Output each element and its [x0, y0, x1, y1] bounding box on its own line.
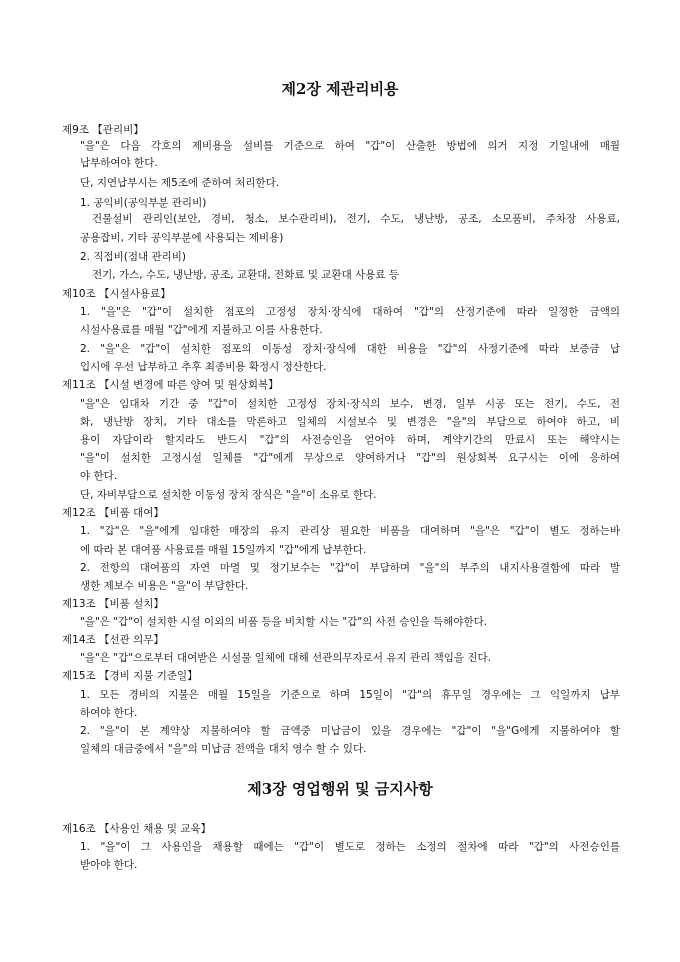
article-9-item-1-text: 공용잡비, 기타 공익부분에 사용되는 제비용) — [80, 232, 284, 244]
article-9-item-2-text: 전기, 가스, 수도, 냉난방, 공조, 교환대, 전화료 및 교환대 사용료 등 — [92, 269, 399, 281]
article-9-item-2: 2. 직접비(점내 관리비) — [80, 251, 187, 263]
article-9-item-1: 1. 공익비(공익부분 관리비) — [80, 197, 207, 209]
article-15-item-1: 1. 모든 경비의 지불은 매월 15일을 기준으로 하며 15일이 "갑"의 휴무일 경우에는 그 익일까지 납부 — [80, 689, 620, 701]
article-9-text-line: 납부하여야 한다. — [80, 157, 158, 169]
article-14-heading: 제14조 【선관 의무】 — [62, 634, 164, 646]
article-10-item-2-cont: 입시에 우선 납부하고 추후 최종비용 확정시 정산한다. — [80, 361, 327, 373]
article-13-text: "을"은 "갑"이 설치한 시설 이외의 비품 등을 비치할 시는 "갑"의 사전 승인을 득해야한다. — [80, 616, 488, 628]
article-12-heading: 제12조 【비품 대여】 — [62, 507, 164, 519]
article-15-heading: 제15조 【경비 지불 기준일】 — [62, 670, 198, 682]
article-16-item-1: 1. "을"이 그 사용인을 채용할 때에는 "갑"이 별도로 정하는 소정의 절차에 따라 "갑"의 사전승인를 — [80, 841, 620, 853]
article-9-heading: 제9조 【관리비】 — [62, 124, 144, 136]
article-10-item-1: 1. "을"은 "갑"이 설치한 점포의 고정성 장치·장식에 대하여 "갑"의 산정기준에 따라 일정한 금액의 — [80, 306, 620, 318]
article-15-item-2-cont: 일체의 대금중에서 "을"의 미납금 전액을 대치 영수 할 수 있다. — [80, 743, 367, 755]
article-16-heading: 제16조 【사용인 채용 및 교육】 — [62, 823, 212, 835]
article-11-text-line: "을"은 임대차 기간 중 "갑"이 설치한 고정성 장치·장식의 보수, 변경, 일부 시공 또는 전기, 수도, 전 — [80, 398, 620, 410]
article-11-heading: 제11조 【시설 변경에 따른 양여 및 원상회복】 — [62, 379, 279, 391]
article-12-item-1: 1. "갑"은 "을"에게 임대한 매장의 유지 관리상 필요한 비품을 대여하며 "을"은 "갑"이 별도 정하는바 — [80, 525, 620, 537]
article-9-item-1-text: 건물설비 관리인(보안, 경비, 청소, 보수관리비), 전기, 수도, 냉난방, 공조, 소모품비, 주차장 사용료, — [92, 213, 620, 225]
article-9-note: 단, 지연납부시는 제5조에 준하여 처리한다. — [80, 177, 280, 189]
article-10-heading: 제10조 【시설사용료】 — [62, 288, 171, 300]
article-11-text-line: 야 한다. — [80, 470, 118, 482]
article-10-item-2: 2. "을"은 "갑"이 설치한 점포의 이동성 장치·장식에 대한 비용을 "갑"의 사정기준에 따라 보증금 납 — [80, 343, 620, 355]
article-15-item-2: 2. "을"이 본 계약상 지불하여야 할 금액중 미납금이 있을 경우에는 "갑"이 "을"G에게 지불하여야 할 — [80, 725, 620, 737]
chapter-3-title: 제3장 영업행위 및 금지사항 — [247, 780, 433, 798]
article-12-item-1-cont: 에 따라 본 대여품 사용료를 매월 15일까지 "갑"에게 납부한다. — [80, 544, 367, 556]
article-9-text-line: "을"은 다음 각호의 제비용을 설비를 기준으로 하여 "갑"이 산출한 방법에 의거 지정 기일내에 매월 — [80, 140, 620, 152]
chapter-2-title: 제2장 제관리비용 — [281, 80, 399, 98]
article-12-item-2-cont: 생한 제보수 비용은 "을"이 부담한다. — [80, 580, 249, 592]
article-15-item-1-cont: 하여야 한다. — [80, 707, 138, 719]
article-16-item-1-cont: 받아야 한다. — [80, 859, 138, 871]
article-11-text-line: "을"이 설치한 고정시설 일체를 "갑"에게 무상으로 양여하거나 "갑"의 원상회복 요구시는 이에 응하여 — [80, 452, 620, 464]
article-10-item-1-cont: 시설사용료를 매월 "갑"에게 지불하고 이를 사용한다. — [80, 324, 323, 336]
article-11-note: 단, 자비부담으로 설치한 이동성 장치 장식은 "을"이 소유로 한다. — [80, 489, 377, 501]
article-11-text-line: 용이 자담이라 할지라도 반드시 "갑"의 사전승인을 얻어야 하며, 계약기간의 만료시 또는 해약시는 — [80, 434, 620, 446]
article-12-item-2: 2. 전항의 대여품의 자연 마멸 및 정기보수는 "갑"이 부담하며 "을"의 부주의 내지사용결함에 따라 발 — [80, 562, 620, 574]
article-11-text-line: 화, 냉난방 장치, 기타 대소를 막론하고 일체의 시설보수 및 변경은 "을"의 부담으로 하여야 하고, 비 — [80, 416, 620, 428]
article-14-text: "을"은 "갑"으로부터 대여받은 시설물 일체에 대해 선관의무자로서 유지 관리 책임을 진다. — [80, 652, 492, 664]
article-13-heading: 제13조 【비품 설치】 — [62, 598, 164, 610]
